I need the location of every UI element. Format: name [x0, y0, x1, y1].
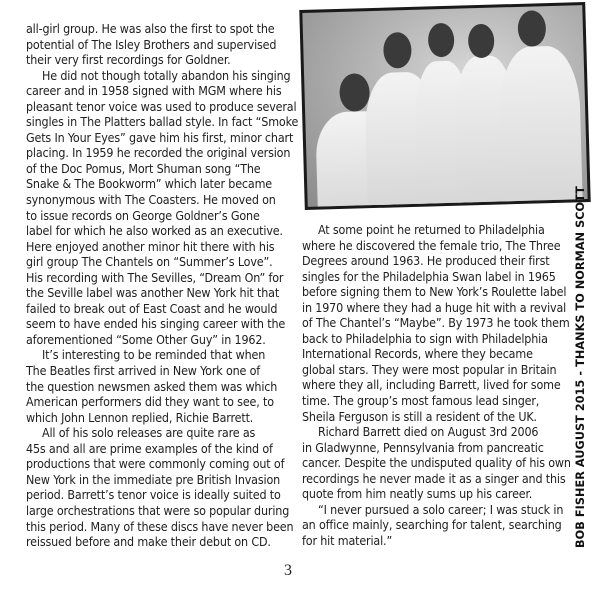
- text-line: Richard Barrett died on August 3rd 2006: [318, 424, 539, 440]
- text-line: period. Barrett’s tenor voice is ideally suited to: [26, 487, 281, 503]
- text-line: label for which he also worked as an executive.: [26, 223, 283, 239]
- text-line: Snake & The Bookworm” which later became: [26, 176, 273, 192]
- singer-head: [339, 73, 370, 112]
- photo-image: [302, 5, 587, 207]
- text-line: failed to break out of East Coast and he would: [26, 300, 278, 316]
- text-line: All of his solo releases are quite rare as: [42, 425, 256, 441]
- text-line: in Gladwynne, Pennsylvania from pancreatic: [302, 439, 544, 455]
- author-credit: BOB FISHER AUGUST 2015 - THANKS TO NORMAN SCOTT: [574, 186, 587, 548]
- singer-head: [468, 24, 495, 59]
- text-line: singles for the Philadelphia Swan label in 1965: [302, 268, 556, 284]
- text-line: to issue records on George Goldner’s Gone: [26, 207, 260, 223]
- text-line: At some point he returned to Philadelphia: [318, 222, 545, 237]
- text-line: back to Philadelphia to sign with Philadelphia: [302, 330, 548, 346]
- text-line: aforementioned “Some Other Guy” in 1962.: [26, 331, 266, 347]
- text-line: Gets In Your Eyes” gave him his first, minor chart: [26, 129, 294, 145]
- text-line: placing. In 1959 he recorded the original version: [26, 145, 291, 161]
- text-line: His recording with The Sevilles, “Dream On” for: [26, 269, 284, 285]
- text-line: of the Doc Pomus, Mort Shuman song “The: [26, 160, 261, 176]
- text-line: 45s and all are prime examples of the kind of: [26, 440, 273, 456]
- singer-head: [517, 10, 546, 47]
- group-photo: [299, 2, 590, 210]
- text-line: where they all, including Barrett, lived for some: [302, 377, 561, 393]
- text-line: Sheila Ferguson is still a resident of the UK.: [302, 408, 537, 424]
- left-text-column: [26, 21, 299, 550]
- text-line: cancer. Despite the undisputed quality of his own: [302, 455, 571, 471]
- text-line: global stars. They were most popular in Britain: [302, 361, 557, 377]
- text-line: It’s interesting to be reminded that when: [42, 347, 266, 363]
- text-line: large orchestrations that were so popular during: [26, 502, 290, 518]
- text-line: pleasant tenor voice was used to produce several: [26, 98, 297, 114]
- singer-head: [383, 32, 412, 69]
- text-line: an office mainly, searching for talent, searching: [302, 517, 562, 533]
- text-line: Here enjoyed another minor hit there with his: [26, 238, 275, 254]
- text-line: The Beatles first arrived in New York one of: [26, 363, 261, 379]
- text-line: of The Chantel’s “Maybe”. By 1973 he took them: [302, 315, 570, 331]
- text-line: American performers did they want to see, to: [26, 394, 274, 410]
- text-line: which John Lennon replied, Richie Barrett.: [26, 409, 254, 425]
- text-line: in 1970 where they had a huge hit with a revival: [302, 299, 567, 315]
- singer-head: [428, 23, 455, 58]
- text-line: for hit material.”: [302, 532, 393, 548]
- text-line: seem to have ended his singing career with the: [26, 316, 286, 332]
- singer-figure: [498, 45, 582, 207]
- text-line: productions that were commonly coming out of: [26, 456, 285, 472]
- text-line: this period. Many of these discs have never been: [26, 518, 294, 534]
- text-line: all-girl group. He was also the first to spot the: [26, 21, 275, 36]
- page-number: 3: [284, 562, 292, 579]
- text-line: the question newsmen asked them was which: [26, 378, 278, 394]
- text-line: singles in The Platters ballad style. In fact “Smoke: [26, 114, 299, 130]
- text-line: Degrees around 1963. He produced their first: [302, 253, 550, 269]
- text-line: synonymous with The Coasters. He moved on: [26, 192, 276, 208]
- text-line: quote from him neatly sums up his career.: [302, 486, 533, 502]
- text-line: reissued before and make their debut on CD.: [26, 534, 271, 550]
- text-line: time. The group’s most famous lead singer,: [302, 393, 540, 409]
- text-line: International Records, where they became: [302, 346, 533, 362]
- text-line: He did not though totally abandon his singing: [42, 67, 291, 83]
- text-line: girl group The Chantels on “Summer’s Love”.: [26, 254, 273, 270]
- text-line: potential of The Isley Brothers and supervised: [26, 36, 277, 52]
- text-line: where he discovered the female trio, The Three: [302, 237, 561, 253]
- text-line: New York in the immediate pre British Invasion: [26, 471, 281, 487]
- photo-frame: [299, 2, 590, 210]
- right-text-column: [302, 222, 571, 548]
- text-line: career and in 1958 signed with MGM where his: [26, 83, 282, 99]
- text-line: before signing them to New York’s Roulette label: [302, 284, 567, 300]
- text-line: “I never pursued a solo career; I was stuck in: [318, 501, 564, 517]
- text-line: recordings he never made it as a singer and this: [302, 470, 566, 486]
- text-line: their very first recordings for Goldner.: [26, 52, 231, 68]
- text-line: the Seville label was another New York hit that: [26, 285, 280, 301]
